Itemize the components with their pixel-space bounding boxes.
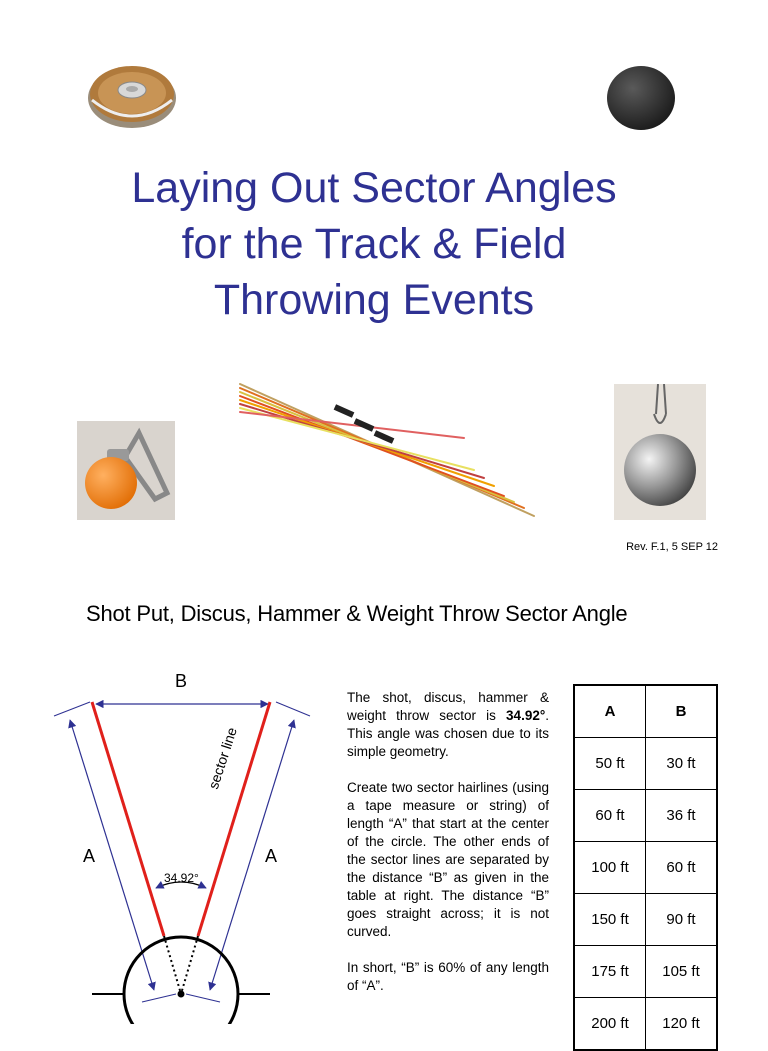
title-line-3: Throwing Events (213, 276, 535, 324)
table-row (574, 842, 717, 894)
table-row (574, 946, 717, 998)
title-line-2: for the Track & Field (181, 220, 567, 268)
table-row (574, 894, 717, 946)
title-line-1: Laying Out Sector Angles (131, 164, 617, 212)
paragraph-2: Create two sector hairlines (using a tape measure or string) of length “A” that start at the center of the circle. The other ends of the sector lines are separated by the distance “B” as given in the table at right. The distance “B” goes straight across; it is not curved. (347, 780, 549, 939)
cell-b: 120 ft (646, 998, 718, 1051)
sector-dotted-left (164, 936, 181, 994)
cell-b: 90 ft (646, 894, 718, 946)
label-a-right: A (265, 846, 278, 866)
cell-a: 100 ft (574, 842, 646, 894)
sector-diagram (40, 660, 330, 1024)
shot-put-image (604, 62, 678, 132)
hammer-image (614, 384, 706, 520)
angle-label: 34.92° (164, 871, 199, 885)
revision-label: Rev. F.1, 5 SEP 12 (626, 541, 718, 553)
cell-b: 105 ft (646, 946, 718, 998)
paragraph-1: The shot, discus, hammer & weight throw sector is 34.92°. This angle was chosen due to its simple geometry. (347, 690, 549, 759)
weight-throw-image (77, 421, 175, 520)
paragraph-3: In short, “B” is 60% of any length of “A”. (347, 960, 549, 993)
javelins-image (234, 378, 544, 520)
label-b: B (175, 671, 188, 691)
cell-a: 150 ft (574, 894, 646, 946)
b-extension-left (54, 702, 90, 716)
sector-line-left (92, 702, 164, 936)
cell-a: 200 ft (574, 998, 646, 1051)
table-row (574, 790, 717, 842)
table-row (574, 738, 717, 790)
cell-b: 36 ft (646, 790, 718, 842)
sector-line-label: sector line (205, 725, 240, 791)
section-title: Shot Put, Discus, Hammer & Weight Throw Sector Angle (86, 601, 628, 626)
b-extension-right (276, 702, 310, 716)
sector-angle-value: 34.92° (506, 708, 546, 723)
radius-line-right (186, 994, 220, 1002)
header-a: A (574, 685, 646, 738)
header-b: B (646, 685, 718, 738)
cell-a: 60 ft (574, 790, 646, 842)
cell-a: 50 ft (574, 738, 646, 790)
distance-table (573, 684, 718, 1051)
radius-line-left (142, 994, 176, 1002)
discus-image (86, 60, 178, 132)
page-title (84, 160, 664, 328)
label-a-left: A (83, 846, 96, 866)
cell-b: 30 ft (646, 738, 718, 790)
sector-dotted-right (181, 936, 198, 994)
circle-center (178, 991, 185, 998)
instructions-text (347, 689, 549, 1013)
cell-a: 175 ft (574, 946, 646, 998)
cell-b: 60 ft (646, 842, 718, 894)
